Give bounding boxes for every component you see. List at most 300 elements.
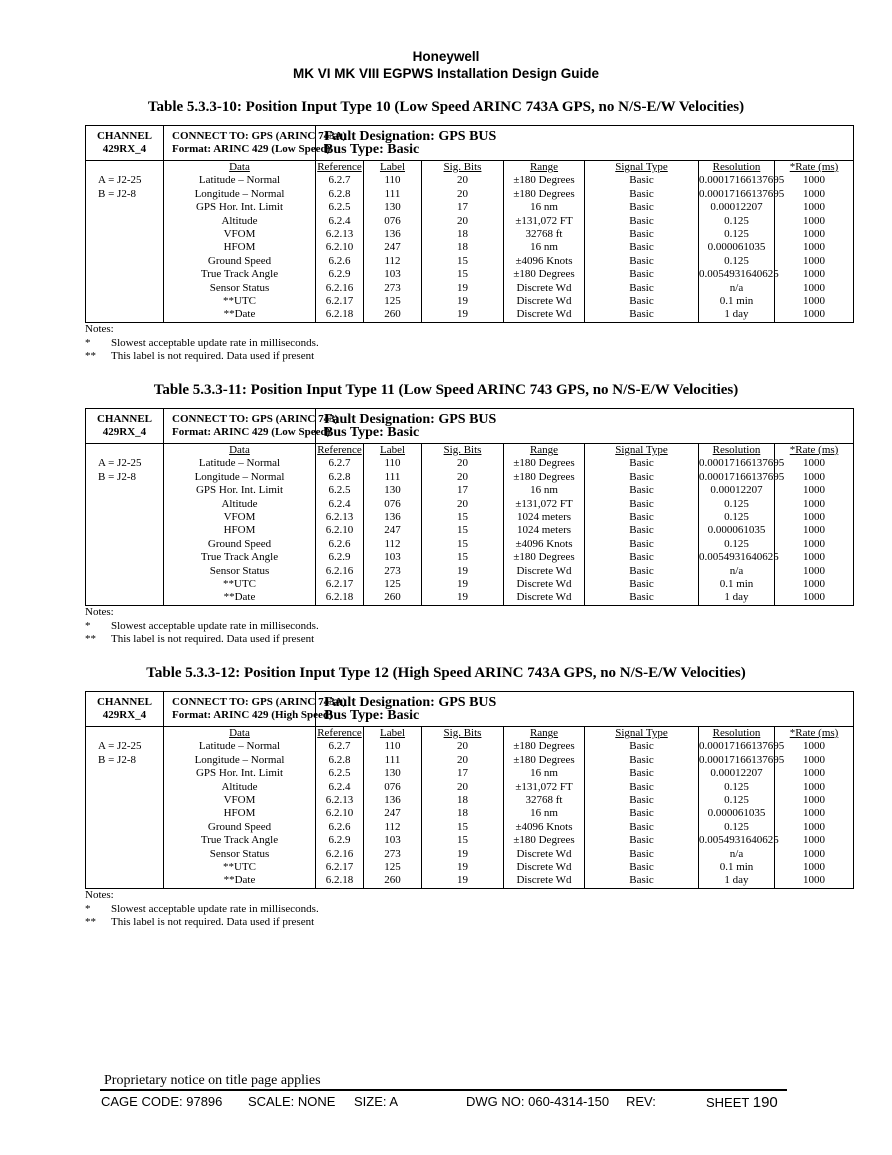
cell-reference: 6.2.6: [316, 255, 364, 268]
column-header-rate: *Rate (ms): [775, 727, 854, 741]
cell-range: 16 nm: [504, 241, 585, 254]
column-header-reference: Reference: [317, 444, 362, 456]
cell-range: ±180 Degrees: [504, 457, 585, 470]
footer-rule: [100, 1089, 787, 1091]
cell-rate: 1000: [775, 215, 854, 228]
cell-data: **Date: [164, 874, 316, 888]
cell-data: Sensor Status: [164, 565, 316, 578]
cell-resolution: 1 day: [699, 308, 775, 322]
channel-label: CHANNEL: [96, 695, 152, 708]
cell-range: ±131,072 FT: [504, 498, 585, 511]
table-row: [86, 524, 854, 537]
pin-cell: [86, 524, 164, 537]
note-mark: **: [85, 350, 96, 362]
table-row: [86, 511, 854, 524]
cell-signal-type: Basic: [585, 565, 699, 578]
cell-reference: 6.2.17: [316, 578, 364, 591]
cell-signal-type: Basic: [585, 201, 699, 214]
pin-cell: [86, 161, 164, 175]
cell-data: Latitude – Normal: [164, 174, 316, 187]
cell-data: True Track Angle: [164, 834, 316, 847]
table-row: [86, 821, 854, 834]
cell-sig-bits: 20: [422, 754, 504, 767]
cell-rate: 1000: [775, 754, 854, 767]
table-notes: [85, 323, 319, 364]
cell-resolution: 0.00017166137695: [699, 740, 785, 753]
table-row: [86, 740, 854, 753]
cell-resolution: 0.125: [699, 215, 775, 228]
cell-label: 103: [364, 268, 422, 281]
cell-label: 260: [364, 308, 422, 322]
cell-label: 136: [364, 511, 422, 524]
cell-rate: 1000: [775, 471, 854, 484]
cell-sig-bits: 18: [422, 228, 504, 241]
cell-range: ±180 Degrees: [504, 551, 585, 564]
connect-to: CONNECT TO: GPS (ARINC 743A): [172, 129, 347, 142]
cell-resolution: 0.125: [699, 781, 775, 794]
cell-rate: 1000: [775, 282, 854, 295]
cell-sig-bits: 19: [422, 578, 504, 591]
cell-resolution: 0.1 min: [699, 861, 775, 874]
cell-rate: 1000: [775, 807, 854, 820]
pin-assignment: B = J2-8: [86, 754, 164, 767]
pin-cell: [86, 874, 164, 888]
cell-data: Ground Speed: [164, 821, 316, 834]
cell-rate: 1000: [775, 834, 854, 847]
spec-table: [85, 408, 854, 606]
column-header-resolution: Resolution: [699, 161, 775, 175]
cell-rate: 1000: [775, 551, 854, 564]
cell-data: **Date: [164, 591, 316, 605]
cell-signal-type: Basic: [585, 228, 699, 241]
pin-cell: [86, 781, 164, 794]
table-row: [86, 848, 854, 861]
note-text: This label is not required. Data used if present: [111, 350, 315, 362]
cell-label: 076: [364, 498, 422, 511]
column-header-signal-type: Signal Type: [585, 444, 699, 458]
fault-cell: [316, 692, 854, 727]
cell-sig-bits: 20: [422, 740, 504, 753]
cell-resolution: 0.000061035: [699, 524, 775, 537]
connect-cell: [164, 692, 347, 727]
cell-label: 125: [364, 295, 422, 308]
cell-reference: 6.2.7: [316, 457, 364, 470]
note-mark: **: [85, 633, 96, 645]
cell-rate: 1000: [775, 767, 854, 780]
cell-sig-bits: 19: [422, 591, 504, 605]
cell-label: 076: [364, 215, 422, 228]
cell-signal-type: Basic: [585, 188, 699, 201]
bus-type: Bus Type: Basic: [324, 425, 420, 440]
cell-rate: 1000: [775, 484, 854, 497]
pin-assignment: A = J2-25: [86, 174, 164, 187]
table-title: Table 5.3.3-12: Position Input Type 12 (High Speed ARINC 743A GPS, no N/S-E/W Velocities): [146, 665, 746, 681]
cell-sig-bits: 19: [422, 282, 504, 295]
cell-signal-type: Basic: [585, 821, 699, 834]
note-mark: *: [85, 902, 91, 915]
column-header-range: Range: [504, 161, 585, 175]
cell-signal-type: Basic: [585, 578, 699, 591]
cell-data: HFOM: [164, 241, 316, 254]
column-header-sig-bits: Sig. Bits: [422, 727, 504, 741]
pin-cell: [86, 241, 164, 254]
cell-label: 247: [364, 524, 422, 537]
cell-rate: 1000: [775, 874, 854, 888]
table-row: [86, 268, 854, 281]
fault-cell: [316, 409, 854, 444]
cell-data: True Track Angle: [164, 551, 316, 564]
cell-reference: 6.2.5: [316, 484, 364, 497]
notes-heading: Notes:: [85, 323, 114, 335]
cell-rate: 1000: [775, 241, 854, 254]
cell-signal-type: Basic: [585, 471, 699, 484]
pin-assignment: A = J2-25: [86, 457, 164, 470]
table-row: [86, 201, 854, 214]
cell-data: Latitude – Normal: [164, 457, 316, 470]
note-text: This label is not required. Data used if present: [111, 916, 315, 928]
column-header-label: Label: [364, 161, 422, 175]
cell-label: 125: [364, 861, 422, 874]
cage-code: CAGE CODE: 97896: [101, 1094, 223, 1109]
cell-rate: 1000: [775, 538, 854, 551]
cell-signal-type: Basic: [585, 524, 699, 537]
cell-range: ±4096 Knots: [504, 538, 585, 551]
pin-cell: [86, 308, 164, 322]
cell-rate: 1000: [775, 255, 854, 268]
cell-signal-type: Basic: [585, 511, 699, 524]
cell-reference: 6.2.16: [316, 565, 364, 578]
cell-resolution: 0.1 min: [699, 295, 775, 308]
cell-data: Altitude: [164, 215, 316, 228]
table-row: [86, 282, 854, 295]
column-header-sig-bits: Sig. Bits: [422, 161, 504, 175]
cell-rate: 1000: [775, 565, 854, 578]
cell-data: Longitude – Normal: [164, 188, 316, 201]
cell-rate: 1000: [775, 578, 854, 591]
cell-sig-bits: 15: [422, 255, 504, 268]
table-notes: [85, 606, 319, 647]
cell-resolution: 0.125: [699, 821, 775, 834]
column-header-range: Range: [504, 727, 585, 741]
cell-label: 112: [364, 538, 422, 551]
size: SIZE: A: [354, 1094, 399, 1109]
cell-reference: 6.2.17: [316, 295, 364, 308]
cell-resolution: 0.125: [699, 498, 775, 511]
cell-signal-type: Basic: [585, 794, 699, 807]
cell-signal-type: Basic: [585, 484, 699, 497]
channel-id: 429RX_4: [102, 426, 147, 438]
cell-signal-type: Basic: [585, 282, 699, 295]
drawing-number: DWG NO: 060-4314-150: [466, 1094, 610, 1109]
pin-cell: [86, 848, 164, 861]
channel-id: 429RX_4: [102, 143, 147, 155]
note-item: [85, 633, 319, 647]
cell-signal-type: Basic: [585, 874, 699, 888]
cell-resolution: 0.1 min: [699, 578, 775, 591]
notes-heading: Notes:: [85, 889, 114, 901]
fault-designation: Fault Designation: GPS BUS: [324, 411, 497, 427]
cell-rate: 1000: [775, 511, 854, 524]
cell-rate: 1000: [775, 794, 854, 807]
cell-range: Discrete Wd: [504, 578, 585, 591]
cell-sig-bits: 19: [422, 565, 504, 578]
spec-table: [85, 125, 854, 323]
cell-range: ±180 Degrees: [504, 174, 585, 187]
note-item: [85, 337, 319, 351]
cell-range: 16 nm: [504, 767, 585, 780]
cell-label: 111: [364, 188, 422, 201]
table-header-row: [86, 692, 854, 727]
cell-sig-bits: 17: [422, 767, 504, 780]
column-header-reference: Reference: [317, 727, 362, 739]
column-header-rate: *Rate (ms): [775, 444, 854, 458]
cell-resolution: 0.125: [699, 538, 775, 551]
cell-sig-bits: 15: [422, 524, 504, 537]
cell-label: 260: [364, 874, 422, 888]
company-name: Honeywell: [412, 49, 480, 64]
column-header-row: [86, 161, 854, 175]
cell-reference: 6.2.8: [316, 471, 364, 484]
cell-data: Sensor Status: [164, 282, 316, 295]
cell-sig-bits: 15: [422, 551, 504, 564]
cell-label: 136: [364, 794, 422, 807]
cell-resolution: 0.00017166137695: [699, 470, 785, 483]
cell-signal-type: Basic: [585, 241, 699, 254]
table-row: [86, 874, 854, 888]
pin-assignment: A = J2-25: [86, 740, 164, 753]
table-row: [86, 255, 854, 268]
cell-reference: 6.2.13: [316, 794, 364, 807]
table-row: [86, 565, 854, 578]
cell-signal-type: Basic: [585, 781, 699, 794]
cell-resolution: 0.00012207: [699, 767, 775, 780]
pin-cell: [86, 861, 164, 874]
cell-range: 1024 meters: [504, 524, 585, 537]
cell-signal-type: Basic: [585, 551, 699, 564]
channel-label: CHANNEL: [96, 412, 152, 425]
pin-cell: [86, 444, 164, 458]
table-row: [86, 215, 854, 228]
fault-cell: [316, 126, 854, 161]
note-text: Slowest acceptable update rate in milliseconds.: [111, 902, 319, 915]
cell-rate: 1000: [775, 781, 854, 794]
cell-range: 1024 meters: [504, 511, 585, 524]
cell-sig-bits: 15: [422, 821, 504, 834]
table-row: [86, 241, 854, 254]
cell-data: Altitude: [164, 781, 316, 794]
cell-label: 130: [364, 201, 422, 214]
cell-reference: 6.2.16: [316, 848, 364, 861]
note-text: Slowest acceptable update rate in milliseconds.: [111, 336, 319, 349]
cell-rate: 1000: [775, 308, 854, 322]
cell-range: 16 nm: [504, 484, 585, 497]
cell-rate: 1000: [775, 524, 854, 537]
connect-cell: [164, 409, 339, 444]
bus-type: Bus Type: Basic: [324, 142, 420, 157]
table-title: Table 5.3.3-10: Position Input Type 10 (Low Speed ARINC 743A GPS, no N/S-E/W Velocities): [147, 99, 745, 115]
cell-range: ±180 Degrees: [504, 471, 585, 484]
cell-signal-type: Basic: [585, 767, 699, 780]
cell-reference: 6.2.10: [316, 241, 364, 254]
cell-label: 103: [364, 834, 422, 847]
fault-designation: Fault Designation: GPS BUS: [324, 694, 497, 710]
pin-cell: [86, 215, 164, 228]
cell-data: Longitude – Normal: [164, 754, 316, 767]
cell-signal-type: Basic: [585, 834, 699, 847]
revision: REV:: [626, 1094, 656, 1109]
cell-reference: 6.2.8: [316, 188, 364, 201]
table-row: [86, 834, 854, 847]
cell-sig-bits: 19: [422, 848, 504, 861]
cell-reference: 6.2.7: [316, 174, 364, 187]
cell-label: 111: [364, 471, 422, 484]
cell-resolution: 0.125: [699, 228, 775, 241]
note-item: [85, 350, 319, 364]
cell-data: HFOM: [164, 524, 316, 537]
cell-sig-bits: 20: [422, 215, 504, 228]
pin-cell: [86, 821, 164, 834]
cell-reference: 6.2.8: [316, 754, 364, 767]
cell-sig-bits: 17: [422, 201, 504, 214]
cell-label: 076: [364, 781, 422, 794]
table-row: [86, 308, 854, 322]
cell-rate: 1000: [775, 740, 854, 753]
cell-label: 110: [364, 740, 422, 753]
connect-to: CONNECT TO: GPS (ARINC 743A): [172, 695, 347, 708]
cell-label: 130: [364, 767, 422, 780]
format: Format: ARINC 429 (High Speed): [172, 709, 333, 721]
cell-signal-type: Basic: [585, 174, 699, 187]
cell-range: Discrete Wd: [504, 565, 585, 578]
cell-rate: 1000: [775, 498, 854, 511]
cell-range: ±4096 Knots: [504, 255, 585, 268]
cell-data: Latitude – Normal: [164, 740, 316, 753]
bus-type: Bus Type: Basic: [324, 708, 420, 723]
column-header-row: [86, 727, 854, 741]
cell-range: Discrete Wd: [504, 874, 585, 888]
channel-label: CHANNEL: [96, 129, 152, 142]
channel-cell: [86, 126, 164, 161]
cell-range: Discrete Wd: [504, 861, 585, 874]
pin-cell: [86, 498, 164, 511]
cell-data: **Date: [164, 308, 316, 322]
cell-reference: 6.2.7: [316, 740, 364, 753]
cell-rate: 1000: [775, 268, 854, 281]
table-row: [86, 807, 854, 820]
pin-cell: [86, 834, 164, 847]
table-row: [86, 484, 854, 497]
cell-resolution: 0.0054931640625: [699, 834, 779, 847]
table-row: [86, 188, 854, 201]
cell-range: ±131,072 FT: [504, 215, 585, 228]
column-header-sig-bits: Sig. Bits: [422, 444, 504, 458]
cell-label: 136: [364, 228, 422, 241]
pin-cell: [86, 268, 164, 281]
cell-resolution: 0.00017166137695: [699, 753, 785, 766]
cell-resolution: 0.00012207: [699, 484, 775, 497]
cell-resolution: 0.125: [699, 794, 775, 807]
cell-label: 112: [364, 821, 422, 834]
cell-rate: 1000: [775, 457, 854, 470]
cell-rate: 1000: [775, 848, 854, 861]
table-header-row: [86, 409, 854, 444]
cell-signal-type: Basic: [585, 807, 699, 820]
cell-range: 16 nm: [504, 807, 585, 820]
cell-label: 273: [364, 848, 422, 861]
scale: SCALE: NONE: [248, 1094, 336, 1109]
fault-designation: Fault Designation: GPS BUS: [324, 128, 497, 144]
cell-label: 130: [364, 484, 422, 497]
cell-reference: 6.2.4: [316, 781, 364, 794]
cell-data: Sensor Status: [164, 848, 316, 861]
cell-resolution: 0.125: [699, 511, 775, 524]
cell-signal-type: Basic: [585, 498, 699, 511]
cell-sig-bits: 20: [422, 188, 504, 201]
cell-sig-bits: 19: [422, 861, 504, 874]
cell-reference: 6.2.6: [316, 821, 364, 834]
table-title: Table 5.3.3-11: Position Input Type 11 (Low Speed ARINC 743 GPS, no N/S-E/W Velocities): [153, 382, 739, 398]
note-text: Slowest acceptable update rate in milliseconds.: [111, 619, 319, 632]
cell-label: 110: [364, 174, 422, 187]
pin-cell: [86, 591, 164, 605]
cell-signal-type: Basic: [585, 255, 699, 268]
cell-data: GPS Hor. Int. Limit: [164, 484, 316, 497]
cell-rate: 1000: [775, 228, 854, 241]
cell-resolution: 0.00012207: [699, 201, 775, 214]
cell-signal-type: Basic: [585, 308, 699, 322]
channel-id: 429RX_4: [102, 709, 147, 721]
cell-signal-type: Basic: [585, 848, 699, 861]
cell-label: 125: [364, 578, 422, 591]
pin-cell: [86, 484, 164, 497]
cell-range: ±131,072 FT: [504, 781, 585, 794]
column-header-row: [86, 444, 854, 458]
pin-cell: [86, 201, 164, 214]
sheet: [706, 1094, 778, 1111]
column-header-signal-type: Signal Type: [585, 161, 699, 175]
cell-resolution: 1 day: [699, 591, 775, 605]
table-row: [86, 551, 854, 564]
cell-rate: 1000: [775, 821, 854, 834]
note-text: This label is not required. Data used if present: [111, 633, 315, 645]
table-row: [86, 861, 854, 874]
column-header-reference: Reference: [317, 161, 362, 173]
note-item: [85, 903, 319, 917]
cell-sig-bits: 18: [422, 794, 504, 807]
cell-sig-bits: 20: [422, 781, 504, 794]
cell-range: Discrete Wd: [504, 308, 585, 322]
cell-label: 110: [364, 457, 422, 470]
table-row: [86, 471, 854, 484]
cell-reference: 6.2.18: [316, 308, 364, 322]
column-header-label: Label: [364, 444, 422, 458]
cell-range: Discrete Wd: [504, 295, 585, 308]
cell-range: ±4096 Knots: [504, 821, 585, 834]
pin-cell: [86, 565, 164, 578]
table-row: [86, 794, 854, 807]
cell-range: Discrete Wd: [504, 282, 585, 295]
note-mark: *: [85, 619, 91, 632]
sheet-label: SHEET: [706, 1095, 750, 1110]
cell-rate: 1000: [775, 174, 854, 187]
cell-resolution: 1 day: [699, 874, 775, 888]
table-header-row: [86, 126, 854, 161]
column-header-data: Data: [164, 444, 316, 458]
cell-resolution: 0.125: [699, 255, 775, 268]
cell-label: 111: [364, 754, 422, 767]
cell-resolution: 0.00017166137695: [699, 174, 785, 187]
cell-range: ±180 Degrees: [504, 740, 585, 753]
